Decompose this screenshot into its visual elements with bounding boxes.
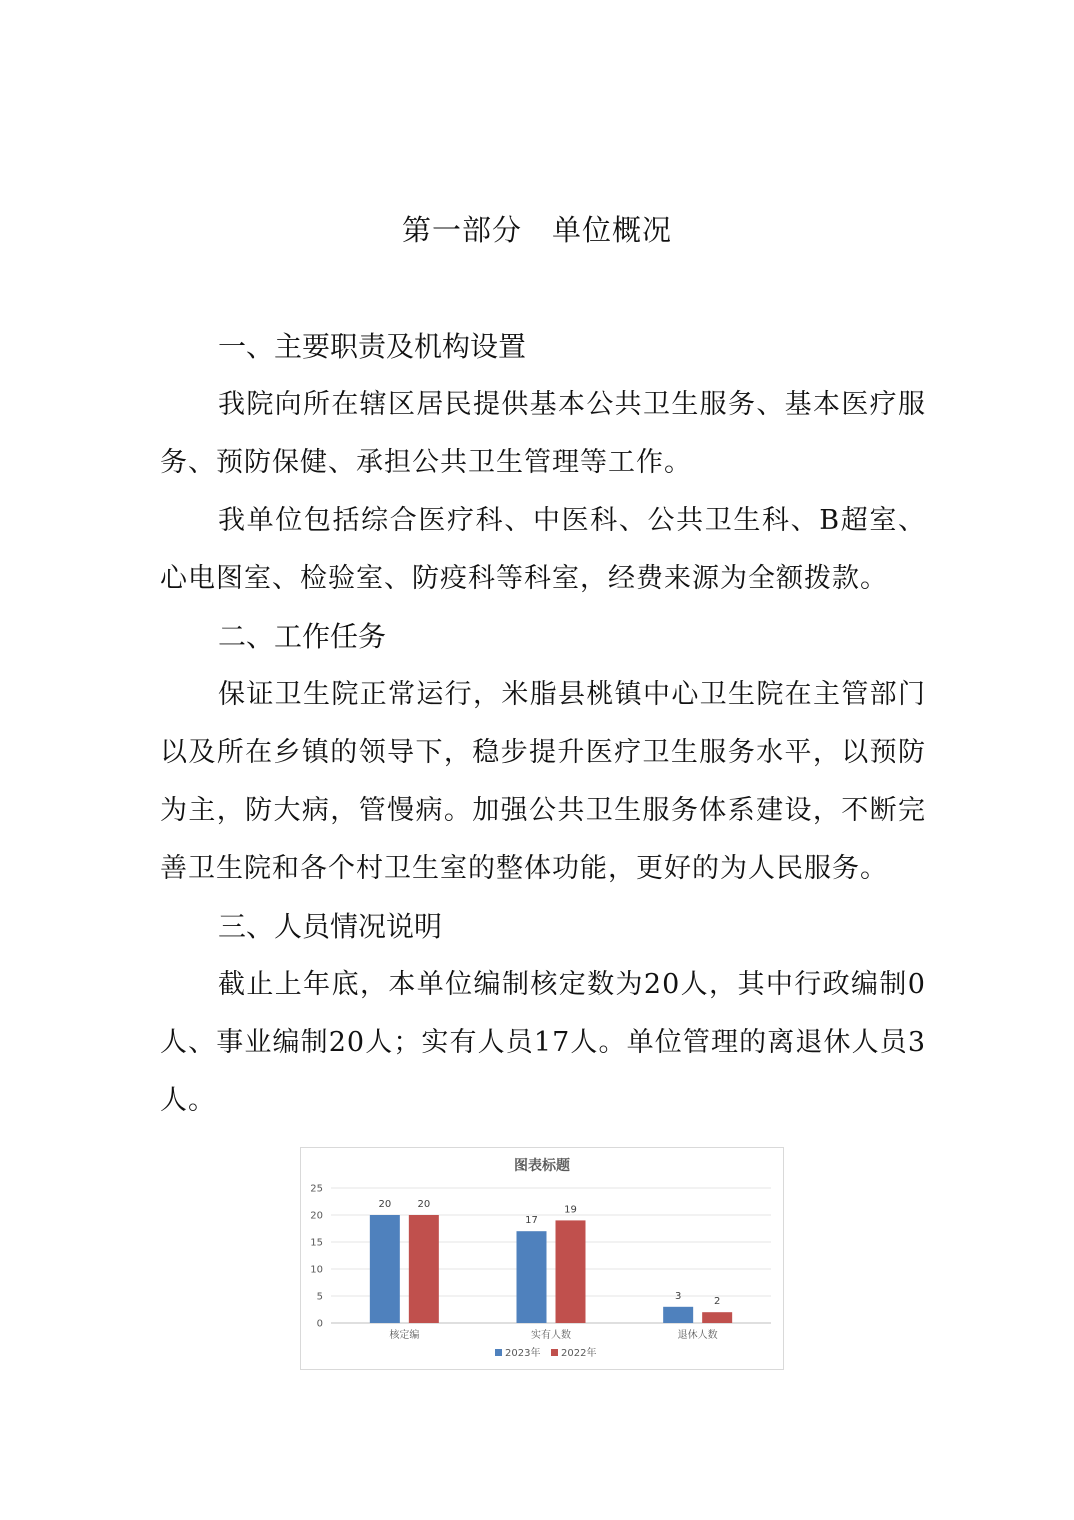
bar-value-label: 19 [564, 1204, 577, 1216]
y-tick-label: 25 [310, 1183, 323, 1195]
chart-svg [301, 1148, 783, 1369]
x-tick-label: 核定编 [389, 1330, 420, 1341]
bar [702, 1312, 732, 1323]
section-3-paragraph-1: 截止上年底，本单位编制核定数为20人，其中行政编制0人、事业编制20人；实有人员17人。单位管理的离退休人员3人。 [160, 969, 926, 1116]
legend-swatch [551, 1349, 558, 1356]
bar [663, 1307, 693, 1323]
y-tick-label: 10 [310, 1264, 323, 1276]
legend-label: 2023年 [505, 1348, 541, 1359]
section-2-paragraph-1: 保证卫生院正常运行，米脂县桃镇中心卫生院在主管部门以及所在乡镇的领导下，稳步提升医疗卫生服务水平，以预防为主，防大病，管慢病。加强公共卫生服务体系建设，不断完善卫生院和各个村卫生室的整体功能，更好的为人民服务。 [160, 679, 926, 884]
bar-value-label: 3 [674, 1290, 682, 1302]
x-tick-label: 实有人数 [531, 1330, 571, 1341]
bar-value-label: 20 [417, 1199, 431, 1210]
chart-title: 图表标题 [514, 1158, 570, 1174]
bar [556, 1220, 586, 1323]
section-2-heading: 二、工作任务 [218, 620, 387, 653]
bar-value-label: 17 [525, 1215, 538, 1227]
section-3-heading: 三、人员情况说明 [218, 910, 443, 943]
y-tick-label: 0 [316, 1318, 323, 1330]
bar [409, 1215, 439, 1323]
title-part: 第一部分 [401, 213, 522, 247]
y-tick-label: 5 [316, 1291, 323, 1303]
page-title [0, 208, 1074, 249]
section-1-heading: 一、主要职责及机构设置 [218, 330, 527, 363]
x-tick-label: 退休人数 [677, 1330, 718, 1341]
section-1-paragraph-2: 我单位包括综合医疗科、中医科、公共卫生科、B超室、心电图室、检验室、防疫科等科室，经费来源为全额拨款。 [160, 505, 926, 594]
bar [370, 1215, 400, 1323]
bar-value-label: 20 [378, 1199, 392, 1210]
bar-value-label: 2 [713, 1296, 721, 1308]
y-tick-label: 15 [310, 1237, 323, 1249]
legend-label: 2022年 [561, 1348, 597, 1359]
title-name: 单位概况 [552, 213, 673, 247]
legend-swatch [495, 1349, 502, 1356]
staff-bar-chart [300, 1147, 784, 1370]
bar [517, 1231, 547, 1323]
document-body [160, 318, 926, 1130]
section-1-paragraph-1: 我院向所在辖区居民提供基本公共卫生服务、基本医疗服务、预防保健、承担公共卫生管理等工作。 [160, 389, 926, 478]
y-tick-label: 20 [310, 1210, 323, 1222]
